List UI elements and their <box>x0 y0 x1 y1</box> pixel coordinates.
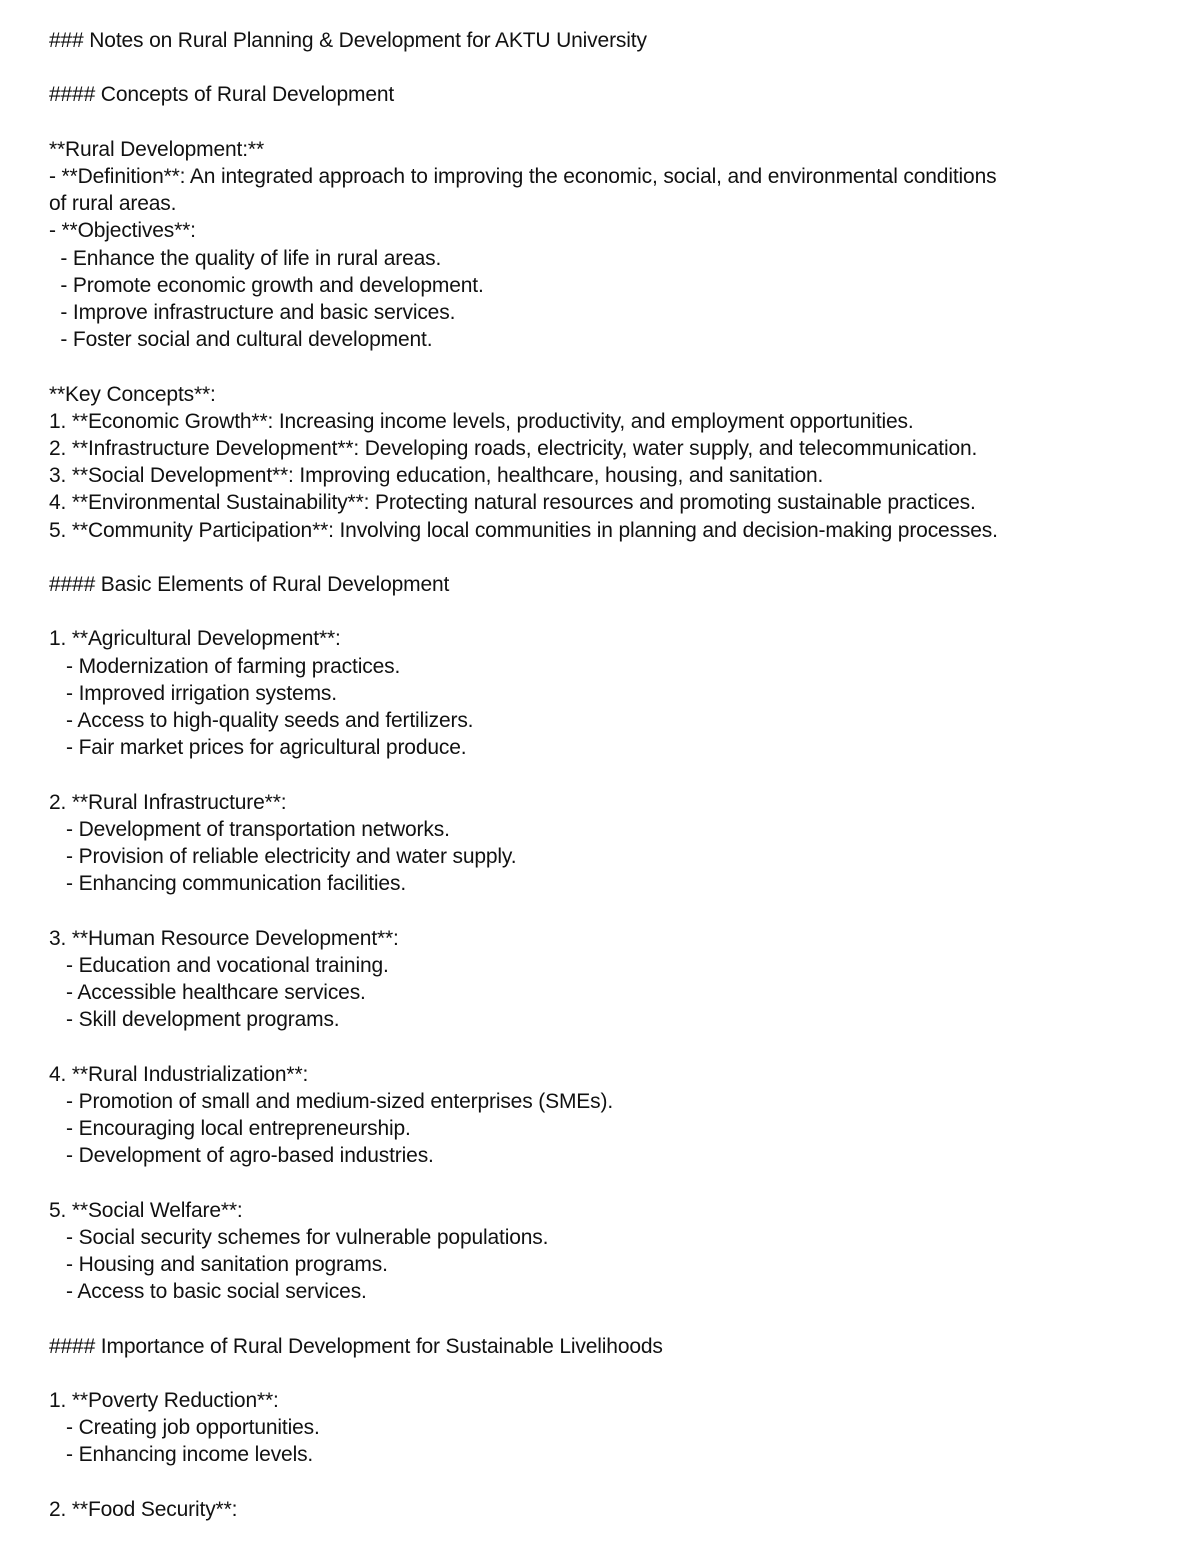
numbered-item: 3. **Human Resource Development**: <box>49 926 399 950</box>
section-heading: #### Importance of Rural Development for Sustainable Livelihoods <box>49 1334 663 1358</box>
bullet-item: - Accessible healthcare services. <box>49 981 366 1004</box>
numbered-item: 2. **Rural Infrastructure**: <box>49 790 287 814</box>
numbered-item: 5. **Community Participation**: Involving local communities in planning and decision-making processes. <box>49 518 998 542</box>
bullet-item: - Access to high-quality seeds and fertilizers. <box>49 709 474 732</box>
bullet-item: - Development of transportation networks. <box>49 817 450 841</box>
bullet-item: - Skill development programs. <box>49 1008 340 1032</box>
bullet-item: - Provision of reliable electricity and water supply. <box>49 845 517 868</box>
blank-line <box>49 1469 1159 1496</box>
bold-label: **Key Concepts**: <box>49 382 216 406</box>
section-heading: #### Basic Elements of Rural Development <box>49 573 450 596</box>
bullet-item: - Promotion of small and medium-sized enterprises (SMEs). <box>49 1089 614 1113</box>
bullet-item: - Housing and sanitation programs. <box>49 1253 388 1276</box>
numbered-item: 1. **Agricultural Development**: <box>49 627 341 651</box>
text-line: of rural areas. <box>49 192 177 216</box>
document-title: ### Notes on Rural Planning & Development for AKTU University <box>49 29 647 52</box>
blank-line <box>49 897 1159 924</box>
numbered-item: 3. **Social Development**: Improving education, healthcare, housing, and sanitation. <box>49 464 824 488</box>
bullet-item: - Foster social and cultural development. <box>49 328 433 352</box>
bullet-item: - Modernization of farming practices. <box>49 654 401 678</box>
bullet-item: - Encouraging local entrepreneurship. <box>49 1117 411 1140</box>
blank-line <box>49 1169 1159 1196</box>
numbered-item: 4. **Rural Industrialization**: <box>49 1062 309 1086</box>
blank-line <box>49 598 1159 625</box>
bullet-item: - **Definition**: An integrated approach to improving the economic, social, and environmental conditions <box>49 164 997 188</box>
numbered-item: 2. **Infrastructure Development**: Developing roads, electricity, water supply, and telecommunication. <box>49 437 978 460</box>
numbered-item: 1. **Poverty Reduction**: <box>49 1388 279 1412</box>
numbered-item: 1. **Economic Growth**: Increasing income levels, productivity, and employment opportunities. <box>49 409 914 433</box>
section-heading: #### Concepts of Rural Development <box>49 83 395 107</box>
bullet-item: - Promote economic growth and development. <box>49 273 484 297</box>
bullet-item: - Creating job opportunities. <box>49 1416 320 1440</box>
numbered-item: 4. **Environmental Sustainability**: Protecting natural resources and promoting sustainable practices. <box>49 491 976 515</box>
bullet-item: - Fair market prices for agricultural produce. <box>49 736 467 760</box>
blank-line <box>49 54 1159 81</box>
bullet-item: - **Objectives**: <box>49 219 196 243</box>
blank-line <box>49 1360 1159 1387</box>
blank-line <box>49 109 1159 136</box>
bullet-item: - Access to basic social services. <box>49 1280 367 1304</box>
bullet-item: - Social security schemes for vulnerable populations. <box>49 1225 549 1249</box>
numbered-item: 5. **Social Welfare**: <box>49 1198 243 1222</box>
bullet-item: - Improve infrastructure and basic services. <box>49 301 456 324</box>
bold-label: **Rural Development:** <box>49 137 264 161</box>
bullet-item: - Enhancing communication facilities. <box>49 872 406 896</box>
blank-line <box>49 761 1159 788</box>
blank-line <box>49 1305 1159 1332</box>
bullet-item: - Enhancing income levels. <box>49 1443 314 1467</box>
blank-line <box>49 353 1159 380</box>
bullet-item: - Improved irrigation systems. <box>49 681 337 705</box>
bullet-item: - Development of agro-based industries. <box>49 1144 434 1168</box>
document-page <box>49 27 1159 1523</box>
blank-line <box>49 544 1159 571</box>
bullet-item: - Education and vocational training. <box>49 953 389 977</box>
blank-line <box>49 1033 1159 1060</box>
numbered-item: 2. **Food Security**: <box>49 1497 238 1521</box>
bullet-item: - Enhance the quality of life in rural areas. <box>49 246 442 270</box>
